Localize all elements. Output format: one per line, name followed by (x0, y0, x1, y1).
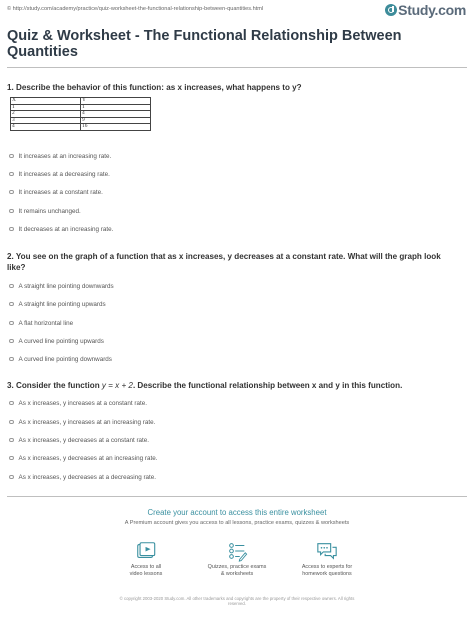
q3-option-1[interactable] (9, 398, 147, 408)
checklist-icon (226, 540, 248, 562)
feature-quizzes[interactable] (197, 540, 277, 577)
copyright-line-1: © copyright 2003-2020 Study.com. All other trademarks and copyrights are the property of their respective owners. All rights (119, 596, 355, 601)
q2-option-3[interactable] (9, 318, 73, 328)
option-label: As x increases, y increases at an increasing rate. (18, 418, 156, 426)
q3-option-4[interactable] (9, 453, 157, 463)
q3-option-5[interactable] (9, 472, 156, 482)
radio-button-icon[interactable] (9, 438, 14, 443)
page-title-line-1: Quiz & Worksheet - The Functional Relationship Between (7, 28, 402, 44)
radio-button-icon[interactable] (9, 209, 14, 214)
q1-option-2[interactable] (9, 169, 110, 179)
feature-experts-line-1: Access to experts for (301, 564, 353, 570)
page-url: © http://study.com/academy/practice/quiz-worksheet-the-functional-relationship-between-quantities.html (7, 6, 264, 12)
option-label: As x increases, y decreases at a decreasing rate. (18, 473, 157, 481)
radio-button-icon[interactable] (9, 321, 14, 326)
table-row (11, 104, 151, 111)
table-cell: 3 (11, 117, 81, 124)
radio-button-icon[interactable] (9, 172, 14, 177)
radio-button-icon[interactable] (9, 339, 14, 344)
feature-quizzes-label (197, 564, 277, 577)
option-label: A curved line pointing upwards (18, 337, 104, 345)
radio-button-icon[interactable] (9, 420, 14, 425)
feature-experts-label (287, 564, 367, 577)
radio-button-icon[interactable] (9, 190, 14, 195)
radio-button-icon[interactable] (9, 227, 14, 232)
chat-icon (316, 540, 338, 562)
question-3-suffix: . Describe the functional relationship between x and y in this function. (132, 381, 403, 390)
table-row (11, 117, 151, 124)
radio-button-icon[interactable] (9, 456, 14, 461)
q3-option-3[interactable] (9, 435, 149, 445)
option-label: A curved line pointing downwards (18, 355, 112, 363)
study-logo-text: Study.com (398, 2, 466, 18)
q1-option-4[interactable] (9, 206, 81, 216)
option-label: It increases at a decreasing rate. (18, 170, 110, 178)
option-label: It increases at a constant rate. (18, 188, 103, 196)
option-label: It decreases at an increasing rate. (18, 225, 114, 233)
cta-divider (7, 496, 467, 497)
question-2-line-2: like? (7, 263, 26, 272)
q1-option-1[interactable] (9, 151, 111, 161)
table-cell: 9 (81, 117, 151, 124)
radio-button-icon[interactable] (9, 357, 14, 362)
cta-title-link[interactable]: Create your account to access this entire worksheet (147, 508, 327, 517)
feature-quizzes-line-1: Quizzes, practice exams (207, 564, 267, 570)
page-title-line-2: Quantities (7, 44, 78, 60)
radio-button-icon[interactable] (9, 401, 14, 406)
table-cell: 2 (11, 111, 81, 118)
table-cell: 4 (81, 111, 151, 118)
option-label: It increases at an increasing rate. (18, 152, 112, 160)
feature-quizzes-line-2: & worksheets (220, 570, 254, 577)
table-cell: 16 (81, 124, 151, 131)
study-logo[interactable] (385, 2, 466, 18)
feature-experts[interactable] (287, 540, 367, 577)
q2-option-4[interactable] (9, 336, 104, 346)
option-label: It remains unchanged. (18, 207, 81, 215)
table-header-row (11, 98, 151, 105)
radio-button-icon[interactable] (9, 284, 14, 289)
q2-option-1[interactable] (9, 281, 114, 291)
table-header-cell: X (11, 98, 81, 105)
q3-option-2[interactable] (9, 417, 155, 427)
video-icon (135, 540, 157, 562)
q2-option-5[interactable] (9, 354, 112, 364)
feature-video-lessons[interactable] (106, 540, 186, 577)
table-cell: 1 (81, 104, 151, 111)
q2-option-2[interactable] (9, 299, 106, 309)
option-label: A straight line pointing upwards (18, 300, 106, 308)
question-3-text (7, 380, 467, 391)
feature-experts-line-2: homework questions (302, 570, 352, 577)
radio-button-icon[interactable] (9, 154, 14, 159)
table-cell: 4 (11, 124, 81, 131)
page-title (7, 28, 467, 60)
option-label: A straight line pointing downwards (18, 282, 114, 290)
question-2-text (7, 251, 467, 273)
xy-table (10, 97, 151, 131)
radio-button-icon[interactable] (9, 302, 14, 307)
question-3-prefix: 3. Consider the function (7, 381, 102, 390)
top-bar (0, 0, 474, 22)
table-header-cell: Y (81, 98, 151, 105)
study-logo-icon (385, 4, 397, 16)
table-row (11, 124, 151, 131)
cta-subtitle: A Premium account gives you access to all lessons, practice exams, quizzes & worksheets (124, 520, 350, 526)
title-divider (7, 67, 467, 68)
q1-option-5[interactable] (9, 224, 113, 234)
question-3-equation: y = x + 2 (101, 381, 133, 390)
feature-video-label (106, 564, 186, 577)
option-label: As x increases, y decreases at a constant rate. (18, 436, 150, 444)
copyright-line-2: reserved. (228, 601, 246, 607)
table-cell: 1 (11, 104, 81, 111)
option-label: As x increases, y increases at a constant rate. (18, 399, 147, 407)
feature-video-line-2: video lessons (129, 570, 163, 577)
copyright-footer (0, 596, 474, 607)
option-label: As x increases, y decreases at an increasing rate. (18, 454, 158, 462)
question-1-text: 1. Describe the behavior of this function: as x increases, what happens to y? (7, 83, 302, 92)
feature-video-line-1: Access to all (130, 564, 162, 570)
table-row (11, 111, 151, 118)
option-label: A flat horizontal line (18, 319, 74, 327)
q1-option-3[interactable] (9, 187, 103, 197)
radio-button-icon[interactable] (9, 475, 14, 480)
question-2-line-1: 2. You see on the graph of a function that as x increases, y decreases at a constant rate. What will the graph look (7, 252, 441, 261)
